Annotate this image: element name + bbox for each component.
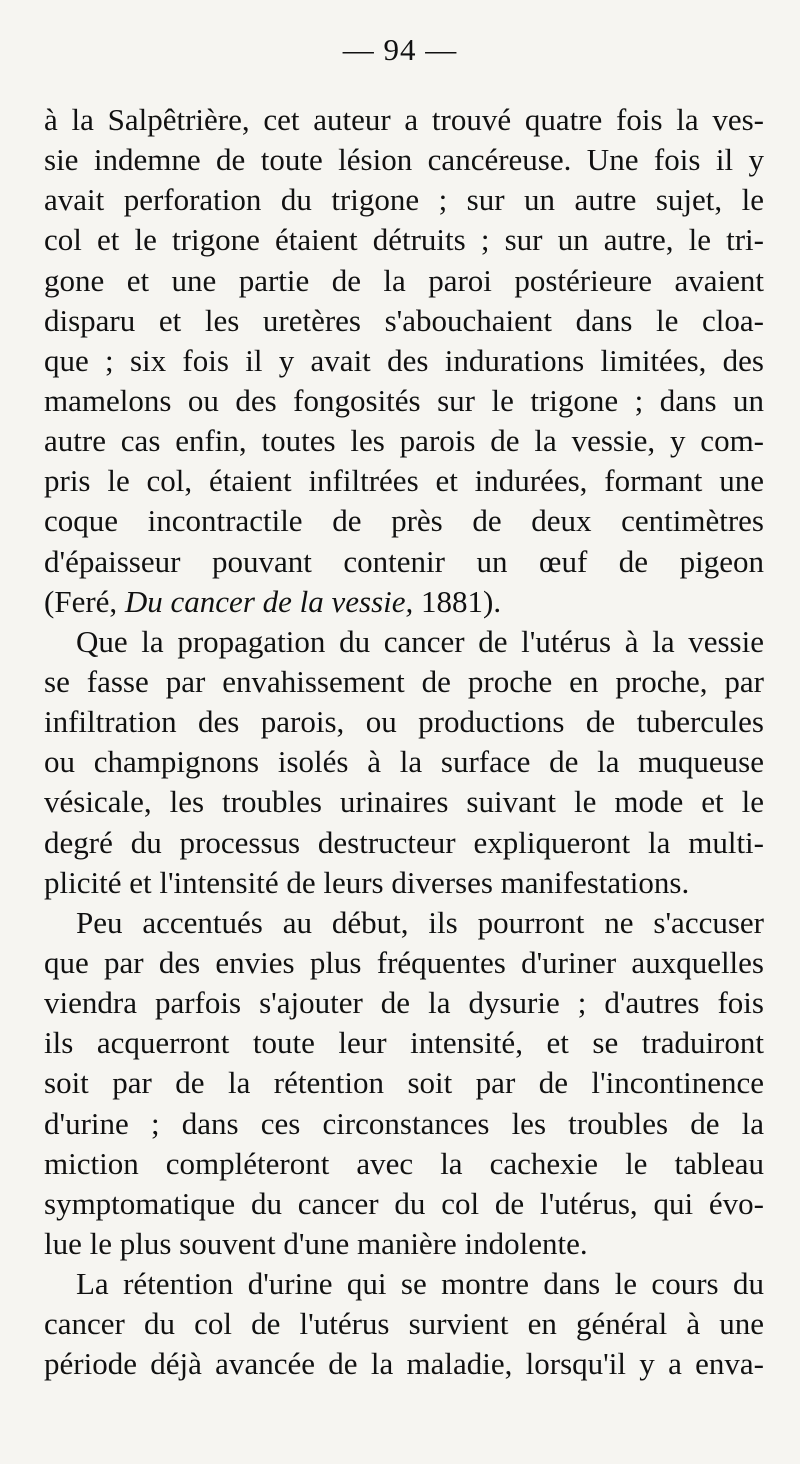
text-line: soit par de la rétention soit par de l'incontinence: [44, 1065, 764, 1101]
text-line: [44, 582, 764, 622]
text-line: mamelons ou des fongosités sur le trigone ; dans un: [44, 382, 764, 418]
text-line: gone et une partie de la paroi postérieure avaient: [44, 262, 764, 298]
text-line: pris le col, étaient infiltrées et indurées, formant une: [44, 463, 764, 499]
text-line: Que la propagation du cancer de l'utérus à la vessie: [76, 623, 764, 659]
text-line: autre cas enfin, toutes les parois de la vessie, y com-: [44, 423, 764, 459]
page-number: — 94 —: [342, 32, 458, 67]
text-line: se fasse par envahissement de proche en proche, par: [44, 663, 764, 699]
body-text: [44, 100, 764, 1385]
text-line: lue le plus souvent d'une manière indolente.: [44, 1225, 588, 1261]
text-line: viendra parfois s'ajouter de la dysurie ; d'autres fois: [44, 985, 764, 1021]
text-line: degré du processus destructeur expliqueront la multi-: [44, 824, 764, 860]
text-line: sie indemne de toute lésion cancéreuse. Une fois il y: [44, 142, 764, 178]
text-line: à la Salpêtrière, cet auteur a trouvé quatre fois la ves-: [44, 102, 764, 137]
text-line: ou champignons isolés à la surface de la muqueuse: [44, 744, 764, 780]
text-line: plicité et l'intensité de leurs diverses manifestations.: [44, 864, 690, 900]
text-line: ils acquerront toute leur intensité, et se traduiront: [44, 1025, 764, 1061]
text-line: que ; six fois il y avait des indurations limitées, des: [44, 342, 764, 378]
text-line: symptomatique du cancer du col de l'utérus, qui évo-: [44, 1185, 764, 1221]
citation-year: 1881).: [413, 583, 502, 619]
text-line: période déjà avancée de la maladie, lorsqu'il y a enva-: [44, 1346, 764, 1382]
text-line: disparu et les uretères s'abouchaient dans le cloa-: [44, 302, 764, 338]
text-line: coque incontractile de près de deux centimètres: [44, 503, 764, 539]
text-line: Peu accentués au début, ils pourront ne s'accuser: [76, 904, 764, 940]
citation-text: (Feré,: [44, 583, 125, 619]
text-line: infiltration des parois, ou productions de tubercules: [44, 704, 764, 740]
text-line: cancer du col de l'utérus survient en général à une: [44, 1306, 764, 1342]
text-line: col et le trigone étaient détruits ; sur un autre, le tri-: [44, 222, 764, 258]
text-line: vésicale, les troubles urinaires suivant le mode et le: [44, 784, 764, 820]
text-line: avait perforation du trigone ; sur un autre sujet, le: [44, 182, 764, 218]
text-line: miction compléteront avec la cachexie le tableau: [44, 1145, 764, 1181]
text-line: d'épaisseur pouvant contenir un œuf de pigeon: [44, 543, 764, 579]
citation-title: Du cancer de la vessie,: [124, 583, 414, 619]
text-line: d'urine ; dans ces circonstances les troubles de la: [44, 1105, 764, 1141]
text-line: que par des envies plus fréquentes d'uriner auxquelles: [44, 944, 764, 980]
text-line: La rétention d'urine qui se montre dans le cours du: [76, 1266, 764, 1302]
